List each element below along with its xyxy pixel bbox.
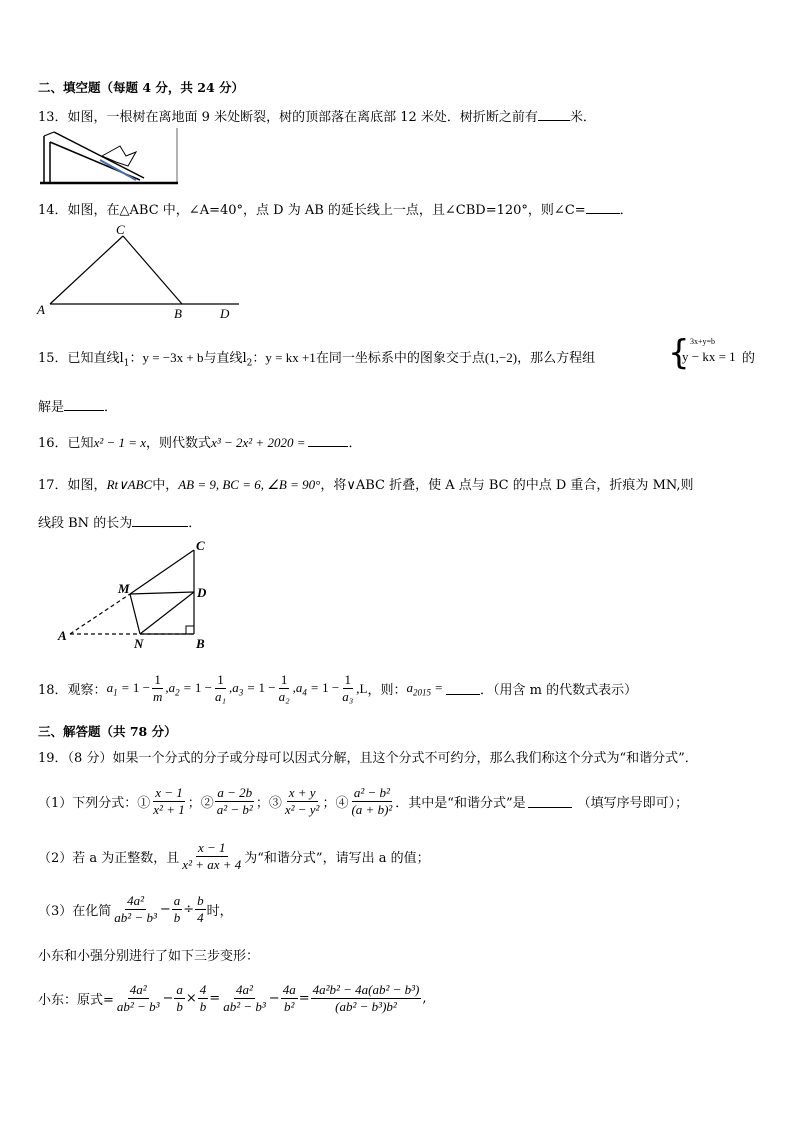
- q19-p5-fraction-2: [174, 982, 185, 1015]
- q19-p2-label: （2）若 a 为正整数，且: [38, 851, 180, 866]
- q19-p5-g2-den: b²: [283, 999, 295, 1014]
- q19-p1-f3-den: x² − y²: [284, 802, 320, 817]
- q19-p1-fraction-4: [349, 785, 394, 818]
- q19-p5-f1-den: ab² − b³: [116, 999, 160, 1014]
- q14-label-a: A: [37, 302, 45, 317]
- q18-a2015: a: [406, 679, 414, 695]
- q18-fraction-1: [151, 672, 164, 705]
- q15-answer-blank: [64, 398, 104, 411]
- q18-fraction-3: [277, 672, 292, 705]
- question-14: [38, 199, 633, 218]
- q19-p1-f2-den: a² − b²: [216, 802, 253, 817]
- q19-p3-fraction-2: [172, 893, 183, 926]
- q15-line2-equation: y = kx +1: [265, 350, 316, 365]
- q13-unit: 米．: [569, 110, 596, 125]
- q17-text-c: ，将∨ABC 折叠，使 A 点与 BC 的中点 D 重合，折痕为 MN,则: [320, 478, 694, 493]
- q19-number: 19．: [38, 751, 68, 766]
- q15-text-a: 已知直线l: [67, 351, 124, 366]
- q19-p5-fraction-1: [115, 982, 162, 1015]
- q19-p2-fraction: [180, 840, 243, 873]
- q19-p5-f3-den: b: [199, 999, 207, 1014]
- q19-p3-fraction-1: [112, 893, 159, 926]
- q13-number: 13．: [38, 110, 68, 125]
- q19-p1-fraction-1: [151, 785, 186, 818]
- q14-triangle-figure: [34, 222, 249, 322]
- q13-answer-blank: [538, 108, 570, 121]
- q18-number: 18．: [38, 683, 68, 698]
- q18-a2015-index: 2015: [413, 687, 432, 698]
- q13-broken-tree-figure: [40, 128, 180, 186]
- q19-p1-label: （1）下列分式：①: [38, 796, 151, 811]
- q19-p2-tail: 为“和谐分式”，请写出 a 的值；: [244, 851, 430, 866]
- q19-p1-hint: （填写序号即可）；: [577, 796, 689, 811]
- question-13: [38, 106, 596, 125]
- q19-part-2: [38, 840, 430, 873]
- q19-p3-fraction-3: [195, 893, 206, 926]
- q19-p3-f3-num: b: [197, 893, 204, 908]
- q16-equation: x² − 1 = x: [93, 435, 147, 450]
- q15-line1-equation: y = −3x + b: [142, 350, 204, 365]
- q18-a1: a: [106, 679, 114, 695]
- q16-answer-blank: [308, 434, 348, 447]
- q15-system-bottom: y − kx = 1: [682, 349, 736, 364]
- q14-label-b: B: [174, 306, 182, 321]
- q19-p1-f1-num: x − 1: [155, 785, 183, 800]
- q15-number: 15．: [38, 351, 68, 366]
- q17-label-b: B: [196, 636, 205, 651]
- q18-one-minus-3: 1 −: [258, 679, 276, 695]
- q18-a1-index: 1: [113, 687, 118, 698]
- q18-f2-num: 1: [217, 672, 224, 687]
- q19-p1-answer-blank: [528, 795, 572, 808]
- q19-p1-f3-num: x + y: [288, 785, 316, 800]
- q16-text-a: 已知: [67, 436, 94, 451]
- q18-a2: a: [168, 679, 176, 695]
- q16-expression: x³ − 2x² + 2020 =: [211, 435, 306, 450]
- q19-p1-fraction-3: [283, 785, 322, 818]
- q19-text: （8 分）如果一个分式的分子或分母可以因式分解，且这个分式不可约分，那么我们称这个分式为“和谐分式”．: [67, 751, 698, 766]
- q16-number: 16．: [38, 436, 68, 451]
- q19-p1-f4-num: a² − b²: [353, 785, 390, 800]
- q19-p5-fraction-4: [221, 982, 268, 1015]
- q15-sub1: 1: [123, 358, 130, 369]
- q19-p5-fraction-6: [311, 982, 422, 1015]
- q15-mid: 与直线l: [203, 351, 247, 366]
- question-15: [38, 347, 595, 369]
- q19-p5-f2-num: a: [176, 982, 183, 997]
- q15-system-brace: {: [668, 333, 690, 373]
- q19-p3-tail: 时，: [206, 904, 233, 919]
- q15-colon1: ：: [129, 351, 143, 366]
- q14-answer-blank: [586, 201, 620, 214]
- q18-a4-index: 4: [302, 687, 307, 698]
- q15-end: ．: [104, 400, 118, 415]
- q19-p5-minus-2: −: [268, 991, 280, 1006]
- q15-colon2: ：: [252, 351, 266, 366]
- q17-label-c: C: [196, 538, 205, 553]
- q19-p5-fraction-5: [281, 982, 298, 1015]
- q18-text-b: ，则：: [367, 683, 407, 698]
- q19-p3-f2-den: b: [173, 910, 181, 925]
- q18-f2-den: a₁: [214, 689, 226, 704]
- q15-line-2: [38, 396, 117, 415]
- q15-point: (1,−2): [484, 350, 518, 365]
- q19-p1-sep-2: ；②: [187, 796, 214, 811]
- q14-number: 14．: [38, 203, 68, 218]
- q18-one-minus-1: 1 −: [132, 679, 150, 695]
- q17-end: ．: [188, 516, 202, 531]
- q17-folding-figure: [56, 536, 216, 652]
- q15-sub2: 2: [246, 358, 253, 369]
- section-2-title: 二、填空题（每题 4 分，共 24 分）: [38, 80, 245, 95]
- q19-p2-f-den: x² + ax + 4: [182, 857, 242, 872]
- q19-part-5: [38, 982, 427, 1015]
- q13-text: 如图，一根树在离地面 9 米处断裂，树的顶部落在离底部 12 米处．树折断之前有: [67, 110, 538, 125]
- q19-p5-f1-num: 4a²: [129, 982, 147, 997]
- q14-label-c: C: [116, 222, 125, 237]
- q19-p3-f2-num: a: [173, 893, 181, 908]
- q16-text-b: ，则代数式: [146, 436, 212, 451]
- q18-text-a: 观察：: [67, 683, 107, 698]
- q17-label-n: N: [134, 636, 144, 651]
- q17-line2-text: 线段 BN 的长为: [38, 516, 133, 531]
- q19-p5-f2-den: b: [176, 999, 183, 1014]
- q19-p1-f1-den: x² + 1: [153, 802, 185, 817]
- question-18: 18． 观察： $a_1 = 1$ − $\frac{1}{m}$ $,a_2 = 1$ − $\frac{1}{\text{a₁}}$ $,a_3 = 1$ − $\frac{1}{\text{a₂}}$ $,a_4 = 1$ − $\frac{1}{\text{a₃}}$ ,L ，则： $a_{2015}$ = ．（用含 m 的代数式表示）: [38, 672, 638, 704]
- q19-p3-f1-den: ab² − b³: [114, 910, 157, 925]
- q18-a3-index: 3: [238, 687, 244, 698]
- q17-label-d: D: [197, 585, 207, 600]
- question-17: [38, 474, 694, 493]
- question-19: [38, 747, 698, 766]
- q19-p5-g1-den: ab² − b³: [223, 999, 266, 1014]
- q17-rt-triangle: Rt∨ABC: [106, 477, 153, 492]
- q14-text: 如图，在△ABC 中，∠A=40°，点 D 为 AB 的延长线上一点，且∠CBD=120°，则∠C=: [67, 203, 586, 218]
- q15-system-top: 3x+y=b: [690, 337, 716, 346]
- q17-answer-blank: [132, 514, 188, 527]
- q19-p3-f3-den: 4: [197, 910, 204, 925]
- q17-number: 17．: [38, 478, 68, 493]
- q19-p5-minus-1: −: [162, 991, 174, 1006]
- q15-text-c: ，那么方程组: [517, 351, 596, 366]
- q19-p3-label: （3）在化简: [38, 904, 112, 919]
- q19-p5-label: 小东：原式=: [38, 993, 114, 1008]
- q19-p5-end: ,: [422, 991, 427, 1006]
- q18-fraction-2: [213, 672, 228, 705]
- q17-label-m: M: [118, 581, 130, 596]
- q19-p5-h-num: 4a²b² − 4a(ab² − b³): [312, 982, 420, 997]
- q17-text-b: 中，: [152, 478, 179, 493]
- q15-text-b: 在同一坐标系中的图象交于点: [315, 351, 485, 366]
- q18-f3-den: a₂: [278, 689, 290, 704]
- q19-p1-fraction-2: [215, 785, 255, 818]
- q18-f1-den: m: [152, 689, 163, 704]
- q18-a4: a: [295, 679, 303, 695]
- q18-one-minus-2: 1 −: [194, 679, 212, 695]
- q15-line2-text: 解是: [38, 400, 65, 415]
- q19-p1-sep-4: ；④: [322, 796, 349, 811]
- q19-p5-h-den: (ab² − b³)b²: [335, 999, 397, 1014]
- q19-p1-tail: ．其中是“和谐分式”是: [395, 796, 526, 811]
- section-3-title: 三、解答题（共 78 分）: [38, 724, 177, 739]
- q18-f1-num: 1: [154, 672, 161, 687]
- q18-a2-index: 2: [175, 687, 180, 698]
- q17-text-a: 如图，: [67, 478, 107, 493]
- q18-text-c: ．（用含 m 的代数式表示）: [480, 683, 638, 698]
- q18-one-minus-4: 1 −: [322, 679, 340, 695]
- q19-p5-equals-1: =: [209, 991, 221, 1006]
- q19-p3-divide: ÷: [183, 902, 195, 917]
- q18-fraction-4: [340, 672, 355, 705]
- q18-f4-num: 1: [344, 672, 352, 687]
- q14-label-d: D: [220, 306, 230, 321]
- q19-p5-g2-num: 4a: [282, 982, 296, 997]
- q19-part-3: [38, 893, 233, 926]
- q18-ellipsis: ,L: [356, 680, 368, 696]
- q19-part-1: [38, 785, 688, 818]
- q19-p3-minus: −: [159, 902, 171, 917]
- q19-p1-f4-den: (a + b)²: [351, 802, 393, 817]
- q18-equals: =: [434, 679, 444, 695]
- q19-p1-f2-num: a − 2b: [217, 785, 253, 800]
- q19-p5-equals-2: =: [298, 991, 310, 1006]
- q19-p5-times: ×: [185, 991, 197, 1006]
- question-16: [38, 432, 361, 451]
- q18-a3: a: [232, 679, 239, 695]
- q18-answer-blank: [446, 682, 480, 695]
- q19-p1-sep-3: ；③: [255, 796, 282, 811]
- q18-f3-num: 1: [280, 672, 288, 687]
- q17-line-2: [38, 512, 201, 531]
- q19-p5-f3-num: 4: [199, 982, 207, 997]
- q19-p3-f1-num: 4a²: [127, 893, 145, 908]
- q17-conditions: AB = 9, BC = 6, ∠B = 90°: [178, 477, 321, 492]
- q14-end: ．: [619, 203, 633, 218]
- q19-p5-fraction-3: [198, 982, 209, 1015]
- q19-p2-f-num: x − 1: [198, 840, 226, 855]
- q19-part-4: 小东和小强分别进行了如下三步变形：: [38, 949, 260, 964]
- q16-end: ．: [348, 436, 362, 451]
- q19-p5-g1-num: 4a²: [236, 982, 253, 997]
- q17-label-a: A: [58, 628, 67, 643]
- q15-text-d: 的: [742, 351, 756, 366]
- q18-f4-den: a₃: [342, 689, 354, 704]
